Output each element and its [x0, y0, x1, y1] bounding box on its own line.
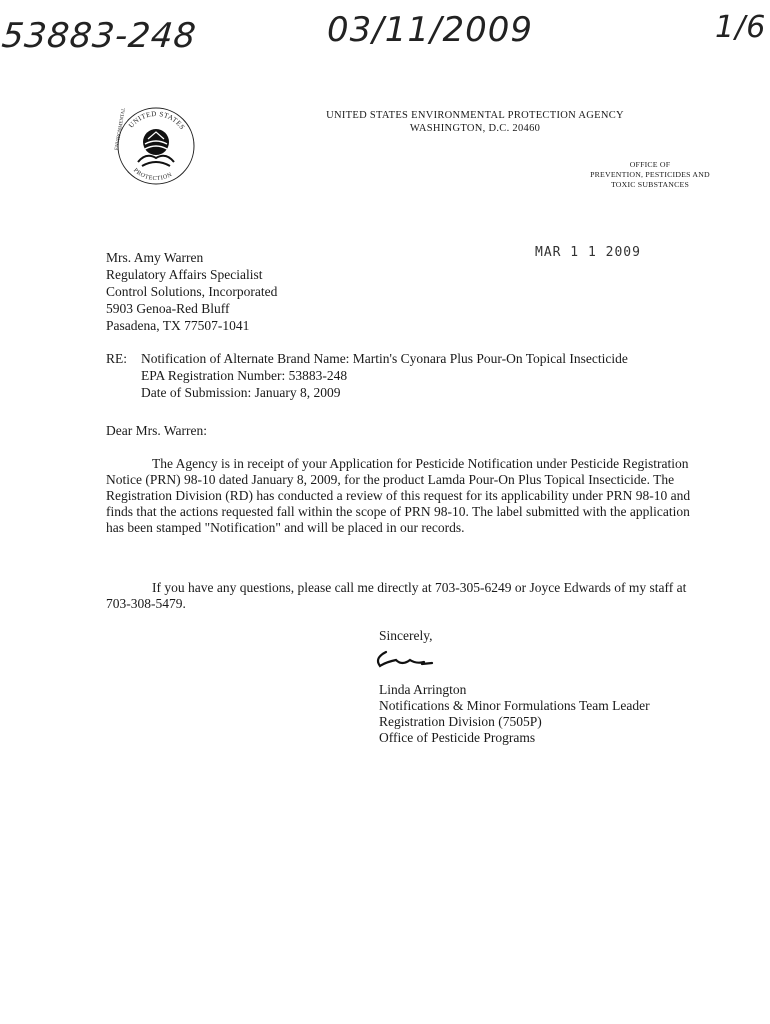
recipient-company: Control Solutions, Incorporated	[106, 284, 278, 299]
agency-header	[265, 109, 685, 135]
subject-block	[106, 350, 628, 401]
office-line-2: PREVENTION, PESTICIDES AND	[590, 170, 710, 179]
body-paragraph-2	[106, 580, 706, 612]
signer-office: Office of Pesticide Programs	[379, 730, 536, 745]
office-header	[575, 160, 725, 190]
signer-name: Linda Arrington	[379, 682, 467, 697]
body-paragraph-1-text: The Agency is in receipt of your Application for Pesticide Notification under Pesticide Registration Notice (PRN) 98-10 dated January 8, 2009, for the product Lamda Pour-On Plus Topical Insecticide. The Registration Division (RD) has conducted a review of this request for its applicability under PRN 98-10 and finds that the actions requested fall within the scope of PRN 98-10. The label submitted with the application has been stamped "Notification" and will be placed in our records.	[106, 456, 691, 535]
epa-seal-icon	[108, 104, 204, 188]
seal-top-text: UNITED STATES	[127, 109, 187, 132]
signature-icon	[372, 644, 442, 674]
handwritten-registration-number: 53883-248	[0, 16, 199, 56]
body-paragraph-2-text: If you have any questions, please call me directly at 703-305-6249 or Joyce Edwards of my staff at 703-308-5479.	[106, 580, 687, 611]
re-submission-date: Date of Submission: January 8, 2009	[141, 385, 341, 400]
re-label: RE:	[106, 351, 128, 366]
handwritten-date: 03/11/2009	[327, 10, 533, 50]
recipient-address	[106, 249, 277, 334]
recipient-street: 5903 Genoa-Red Bluff	[106, 301, 230, 316]
agency-address: WASHINGTON, D.C. 20460	[409, 123, 541, 134]
re-subject: Notification of Alternate Brand Name: Martin's Cyonara Plus Pour-On Topical Insecticide	[141, 351, 628, 366]
seal-right-text	[203, 139, 204, 161]
handwritten-page-number: 1/6	[715, 10, 767, 45]
recipient-title: Regulatory Affairs Specialist	[106, 267, 263, 282]
office-line-3: TOXIC SUBSTANCES	[610, 180, 690, 189]
closing: Sincerely,	[379, 628, 433, 643]
signer-block	[379, 682, 650, 746]
agency-name: UNITED STATES ENVIRONMENTAL PROTECTION AGENCY	[326, 110, 624, 121]
recipient-name: Mrs. Amy Warren	[106, 250, 204, 265]
re-registration-number: EPA Registration Number: 53883-248	[141, 368, 348, 383]
recipient-city: Pasadena, TX 77507-1041	[106, 318, 250, 333]
office-line-1: OFFICE OF	[629, 160, 671, 169]
seal-bottom-text: PROTECTION	[132, 167, 174, 183]
salutation: Dear Mrs. Warren:	[106, 423, 207, 438]
body-paragraph-1	[106, 456, 706, 536]
seal-left-text: ENVIRONMENTAL	[114, 107, 128, 151]
date-stamp: MAR 1 1 2009	[535, 245, 641, 260]
signer-division: Registration Division (7505P)	[379, 714, 542, 729]
signer-title: Notifications & Minor Formulations Team Leader	[379, 698, 650, 713]
